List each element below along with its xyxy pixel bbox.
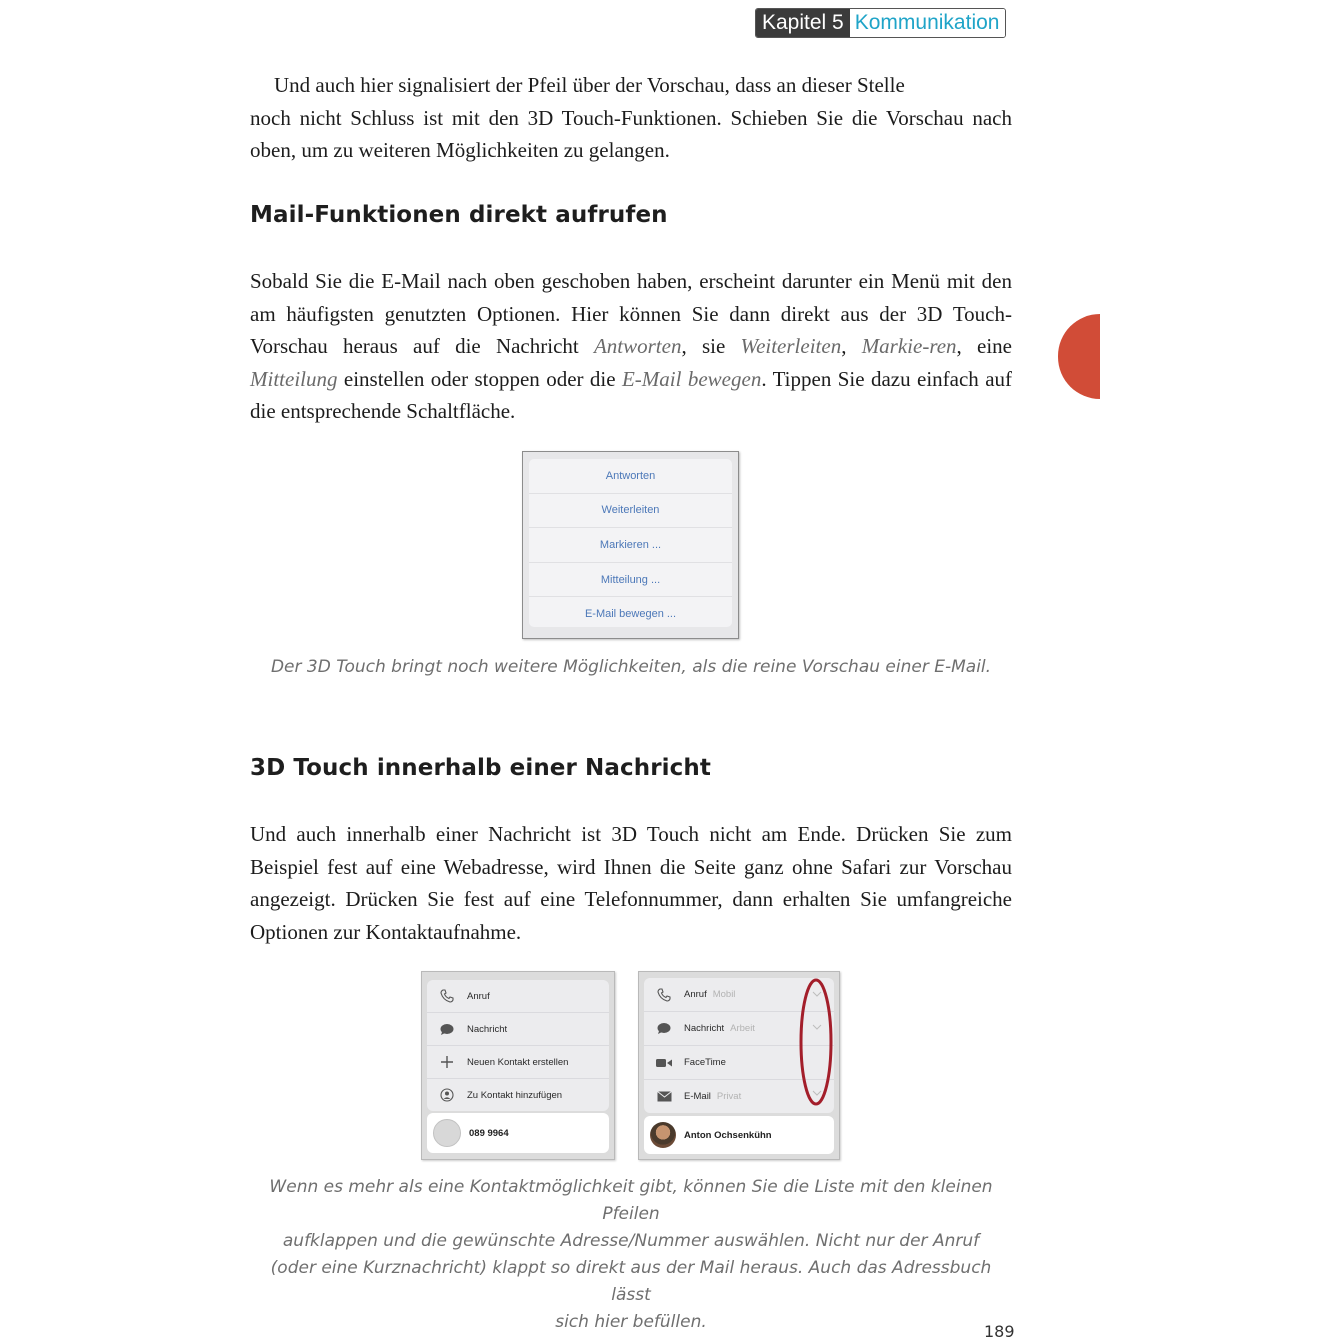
chapter-label: Kapitel 5 (756, 9, 850, 37)
expand-arrows-highlight (639, 972, 839, 1159)
page-number: 189 (984, 1322, 1015, 1341)
menu-item-markieren[interactable]: Markieren ... (529, 528, 732, 563)
option-anruf[interactable] (427, 980, 609, 1013)
option-label: FaceTime (684, 1057, 726, 1068)
phone-icon (427, 989, 467, 1003)
option-label: E-Mail (684, 1091, 711, 1102)
caption-line: Wenn es mehr als eine Kontaktmöglichkeit gibt, können Sie die Liste mit den kleinen Pfeilen (269, 1177, 993, 1224)
option-sublabel: Mobil (712, 989, 736, 1000)
chapter-header (755, 8, 1006, 38)
contact-name: Anton Ochsenkühn (684, 1129, 772, 1141)
contact-add-icon (427, 1088, 467, 1102)
avatar-placeholder-icon (433, 1119, 461, 1147)
phone-number: 089 9964 (469, 1127, 509, 1139)
option-label: Nachricht (684, 1023, 725, 1034)
chapter-topic: Kommunikation (850, 9, 1006, 37)
figure1-caption: Der 3D Touch bringt noch weitere Möglichkeiten, als die reine Vorschau einer E-Mail. (270, 657, 992, 677)
figure2-caption (250, 1174, 1012, 1336)
caption-line: (oder eine Kurznachricht) klappt so direkt aus der Mail heraus. Auch das Adressbuch lässt (270, 1258, 992, 1305)
caption-line: sich hier befüllen. (555, 1312, 707, 1332)
chevron-down-icon (813, 992, 821, 996)
figure-phone-options-screenshot (421, 971, 615, 1160)
section2-paragraph: Und auch innerhalb einer Nachricht ist 3D Touch nicht am Ende. Drücken Sie zum Beispiel fest auf eine Webadresse, wird Ihnen die Seite ganz ohne Safari zur Vorschau angezeigt. Drücken Sie fest auf eine Telefonnummer, dann erhalten Sie umfangreiche Optionen zur Kontaktaufnahme. (250, 822, 1012, 944)
menu-item-email-bewegen[interactable]: E-Mail bewegen ... (584, 608, 677, 621)
menu-item-weiterleiten[interactable]: Weiterleiten (529, 494, 732, 529)
red-highlight-ellipse (801, 980, 831, 1104)
text-run: Sobald Sie die E-Mail nach oben geschoben haben, erscheint darunter ein Menü mit den am häufigsten genutzten Optionen. Hier können Sie dann direkt aus der 3D Touch-Vorschau heraus auf die Nachricht (250, 269, 1012, 359)
section1-paragraph (250, 265, 1012, 428)
option-nachricht[interactable] (427, 1013, 609, 1046)
option-label: Anruf (684, 989, 707, 1000)
menu-item-mitteilung[interactable]: Mitteilung ... (529, 563, 732, 598)
message-bubble-icon (427, 1023, 467, 1036)
intro-rest: noch nicht Schluss ist mit den 3D Touch-Funktionen. Schieben Sie die Vorschau nach oben, um zu weiteren Möglichkeiten zu gelangen. (250, 105, 1012, 163)
figure-contact-options-screenshot (638, 971, 840, 1160)
text-run: einstellen oder stoppen oder die (337, 366, 622, 391)
intro-paragraph (250, 69, 1012, 167)
intro-first-line: Und auch hier signalisiert der Pfeil über der Vorschau, dass an dieser Stelle (274, 73, 905, 97)
term-email-bewegen: E-Mail bewegen (621, 366, 762, 391)
phone-options-list (427, 980, 609, 1111)
option-sublabel: Arbeit (730, 1023, 755, 1034)
option-sublabel: Privat (716, 1091, 742, 1102)
option-label: Neuen Kontakt erstellen (467, 1056, 569, 1068)
text-run: . Tippen Sie dazu einfach auf die entsprechende Schaltfläche. (250, 366, 1013, 424)
section-heading-mail-functions: Mail-Funktionen direkt aufrufen (250, 202, 668, 228)
term-antworten: Antworten (593, 334, 682, 359)
option-label: Anruf (467, 990, 490, 1002)
text-run: , (841, 334, 862, 359)
option-label: Nachricht (467, 1023, 508, 1035)
figure-mail-actions-screenshot (522, 451, 739, 639)
text-run: , sie (681, 334, 741, 359)
chevron-down-icon (813, 1025, 821, 1029)
term-mitteilung: Mitteilung (250, 366, 338, 391)
phone-number-card[interactable] (427, 1113, 609, 1153)
menu-item-antworten[interactable]: Antworten (529, 459, 732, 494)
option-label: Zu Kontakt hinzufügen (467, 1089, 563, 1101)
option-neuen-kontakt[interactable] (427, 1046, 609, 1079)
term-weiterleiten: Weiterleiten (740, 334, 842, 359)
term-markieren: Markie-ren (861, 334, 957, 359)
section-heading-3d-touch-message: 3D Touch innerhalb einer Nachricht (250, 755, 711, 781)
action-menu (529, 459, 732, 627)
chapter-tab-marker (1058, 314, 1100, 399)
chevron-down-icon (813, 1091, 821, 1095)
caption-line: aufklappen und die gewünschte Adresse/Nummer auswählen. Nicht nur der Anruf (282, 1231, 980, 1251)
option-zu-kontakt[interactable] (427, 1079, 609, 1111)
plus-icon (427, 1055, 467, 1069)
text-run: , eine (956, 334, 1012, 359)
